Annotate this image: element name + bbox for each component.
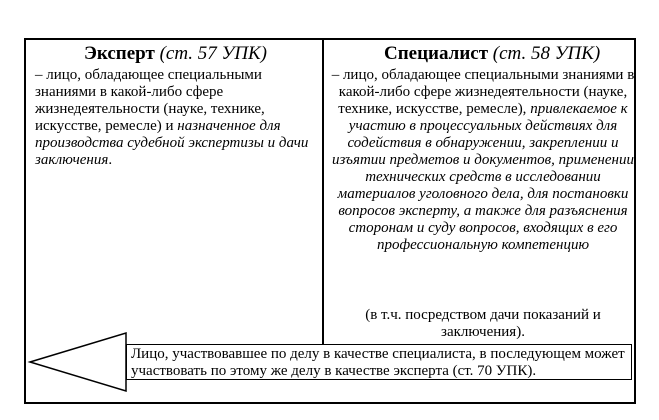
specialist-definition-plain: – лицо, обладающее специальными знаниями в какой-либо сфере жизнедеятельности (науке, технике, искусстве, ремесле), <box>331 67 635 117</box>
specialist-article-ref: (ст. 58 УПК) <box>492 43 601 64</box>
specialist-note: (в т.ч. посредством дачи показаний и заключения). <box>365 307 601 340</box>
bottom-note: Лицо, участвовавшее по делу в качестве специалиста, в последующем может участвовать по этому же делу в качестве эксперта (ст. 70 УПК). <box>126 344 632 380</box>
expert-definition-plain: – лицо, обладающее специальными знаниями в какой-либо сфере жизнедеятельности (науке, технике, искусстве, ремесле) и <box>35 67 265 134</box>
expert-definition-end: . <box>108 152 113 168</box>
expert-article-ref: (ст. 57 УПК) <box>159 43 267 64</box>
expert-definition-italic: назначенное для производства судебной экспертизы и дачи заключения <box>35 118 309 168</box>
expert-title-text: Эксперт <box>84 43 155 64</box>
specialist-title-text: Специалист <box>384 43 489 64</box>
specialist-definition-italic: привлекаемое к участию в процессуальных действиях для содействия в обнаружении, закреплении и изъятии предметов и документов, применении технических средств в исследовании материалов уголовного дела, для постановки вопросов эксперту, а также для разъяснения сторонам и суду вопросов, входящих в его профессиональную компетенцию <box>332 101 634 253</box>
